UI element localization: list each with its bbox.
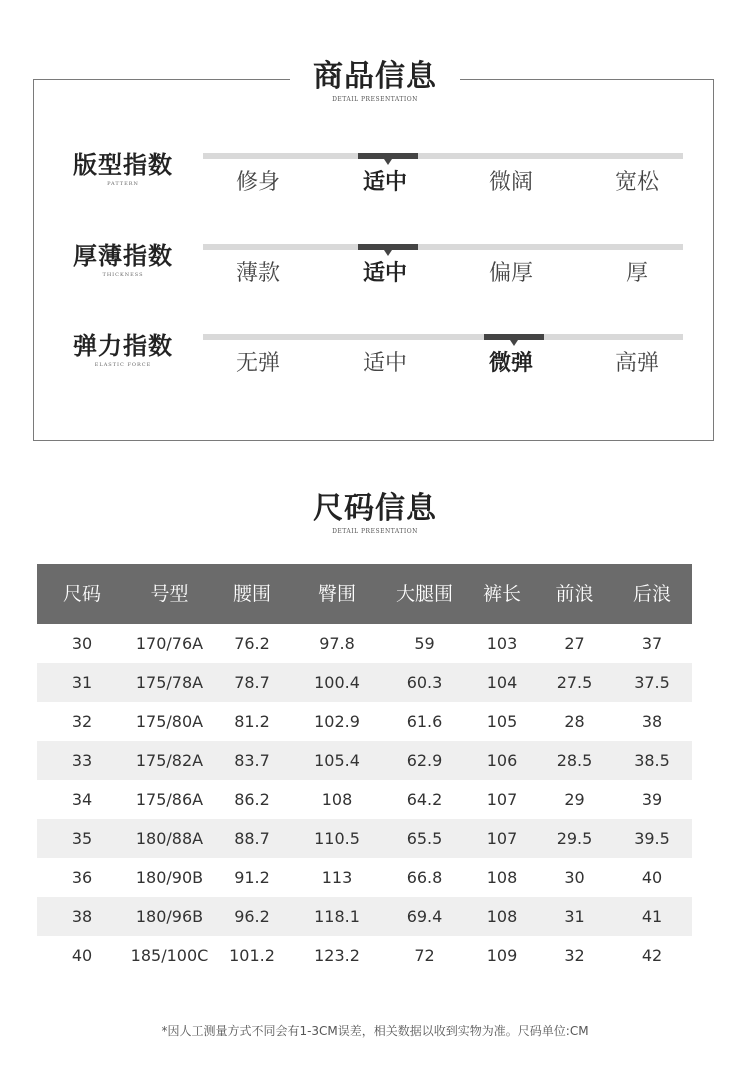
table-cell: 38 bbox=[71, 907, 93, 926]
table-cell: 61.6 bbox=[406, 712, 443, 731]
table-cell: 40 bbox=[71, 946, 93, 965]
table-cell: 59 bbox=[414, 634, 435, 653]
table-cell: 180/88A bbox=[135, 829, 204, 848]
index-option: 厚 bbox=[625, 261, 648, 286]
table-row bbox=[37, 819, 692, 858]
table-cell: 38 bbox=[641, 712, 663, 731]
table-cell: 66.8 bbox=[406, 868, 443, 887]
index-option: 薄款 bbox=[235, 261, 280, 286]
index-label-pattern bbox=[68, 150, 178, 188]
index-option: 微阔 bbox=[488, 170, 533, 195]
table-cell: 60.3 bbox=[406, 673, 443, 692]
table-row bbox=[37, 858, 692, 897]
table-cell: 81.2 bbox=[234, 712, 270, 731]
table-cell: 78.7 bbox=[234, 673, 270, 692]
column-header: 尺码 bbox=[62, 583, 101, 605]
product-info-subtitle: DETAIL PRESENTATION bbox=[332, 96, 418, 103]
index-indicator bbox=[358, 153, 418, 159]
size-info-title: 尺码信息 bbox=[313, 491, 437, 526]
table-cell: 100.4 bbox=[314, 673, 360, 692]
table-cell: 31 bbox=[71, 673, 93, 692]
table-cell: 96.2 bbox=[234, 907, 270, 926]
table-cell: 29 bbox=[564, 790, 585, 809]
index-row-elastic bbox=[0, 334, 750, 394]
table-cell: 38.5 bbox=[634, 751, 670, 770]
table-cell: 175/82A bbox=[135, 751, 204, 770]
table-row bbox=[37, 897, 692, 936]
table-cell: 103 bbox=[486, 634, 518, 653]
table-cell: 40 bbox=[641, 868, 663, 887]
product-info-title: 商品信息 bbox=[313, 59, 437, 94]
table-cell: 69.4 bbox=[406, 907, 443, 926]
table-cell: 72 bbox=[414, 946, 435, 965]
table-row bbox=[37, 780, 692, 819]
table-cell: 108 bbox=[486, 907, 518, 926]
index-indicator bbox=[358, 244, 418, 250]
column-header: 大腿围 bbox=[395, 583, 453, 605]
table-cell: 175/78A bbox=[135, 673, 204, 692]
size-info-subtitle: DETAIL PRESENTATION bbox=[332, 528, 418, 535]
table-cell: 105.4 bbox=[314, 751, 360, 770]
table-cell: 37 bbox=[641, 634, 663, 653]
table-cell: 106 bbox=[486, 751, 518, 770]
table-cell: 32 bbox=[564, 946, 585, 965]
table-cell: 39.5 bbox=[634, 829, 670, 848]
table-cell: 108 bbox=[486, 868, 518, 887]
footnote: *因人工测量方式不同会有1-3CM误差，相关数据以收到实物为准。尺码单位:CM bbox=[161, 1024, 589, 1038]
table-cell: 33 bbox=[71, 751, 93, 770]
index-label-elastic bbox=[68, 331, 178, 369]
index-option: 偏厚 bbox=[488, 261, 533, 286]
table-cell: 42 bbox=[641, 946, 663, 965]
table-row bbox=[37, 663, 692, 702]
index-track bbox=[203, 244, 683, 250]
index-label-text: 版型指数 bbox=[73, 151, 173, 179]
index-row-pattern bbox=[0, 153, 750, 213]
table-cell: 86.2 bbox=[234, 790, 270, 809]
index-track bbox=[203, 153, 683, 159]
table-row bbox=[37, 624, 692, 663]
table-cell: 170/76A bbox=[135, 634, 204, 653]
table-cell: 35 bbox=[71, 829, 93, 848]
table-cell: 27 bbox=[564, 634, 585, 653]
column-header: 后浪 bbox=[632, 583, 671, 605]
index-label-sub: PATTERN bbox=[107, 181, 139, 187]
index-option-selected: 适中 bbox=[362, 170, 407, 195]
table-row bbox=[37, 702, 692, 741]
index-label-sub: ELASTIC FORCE bbox=[94, 362, 152, 368]
table-cell: 30 bbox=[71, 634, 93, 653]
index-label-sub: THICKNESS bbox=[102, 272, 144, 278]
table-cell: 105 bbox=[486, 712, 518, 731]
table-cell: 31 bbox=[564, 907, 585, 926]
table-cell: 108 bbox=[321, 790, 353, 809]
table-cell: 113 bbox=[321, 868, 353, 887]
table-row bbox=[37, 936, 692, 975]
column-header: 前浪 bbox=[555, 583, 594, 605]
index-indicator bbox=[484, 334, 544, 340]
table-cell: 76.2 bbox=[234, 634, 270, 653]
index-option: 高弹 bbox=[614, 351, 659, 376]
table-cell: 36 bbox=[71, 868, 93, 887]
size-table bbox=[37, 564, 692, 975]
index-option: 宽松 bbox=[614, 170, 659, 195]
table-cell: 30 bbox=[564, 868, 585, 887]
table-cell: 102.9 bbox=[314, 712, 360, 731]
column-header: 裤长 bbox=[482, 583, 521, 605]
table-cell: 39 bbox=[641, 790, 663, 809]
table-cell: 88.7 bbox=[234, 829, 270, 848]
table-cell: 110.5 bbox=[314, 829, 360, 848]
index-track bbox=[203, 334, 683, 340]
table-cell: 118.1 bbox=[314, 907, 360, 926]
column-header: 腰围 bbox=[232, 583, 271, 605]
index-option-selected: 微弹 bbox=[488, 351, 533, 376]
table-cell: 180/90B bbox=[135, 868, 204, 887]
table-cell: 91.2 bbox=[234, 868, 270, 887]
size-table-header bbox=[37, 564, 692, 624]
index-option: 修身 bbox=[235, 170, 280, 195]
table-cell: 107 bbox=[486, 790, 518, 809]
table-cell: 27.5 bbox=[556, 673, 593, 692]
index-label-thickness bbox=[68, 241, 178, 279]
size-info-heading bbox=[250, 490, 500, 536]
table-cell: 83.7 bbox=[234, 751, 270, 770]
table-cell: 41 bbox=[641, 907, 663, 926]
table-cell: 64.2 bbox=[406, 790, 443, 809]
table-cell: 123.2 bbox=[314, 946, 360, 965]
table-row bbox=[37, 741, 692, 780]
table-cell: 37.5 bbox=[634, 673, 670, 692]
index-label-text: 厚薄指数 bbox=[73, 242, 173, 270]
table-cell: 109 bbox=[486, 946, 518, 965]
table-cell: 34 bbox=[71, 790, 93, 809]
table-cell: 175/80A bbox=[135, 712, 204, 731]
index-option-selected: 适中 bbox=[362, 261, 407, 286]
index-option: 无弹 bbox=[235, 351, 280, 376]
table-cell: 185/100C bbox=[130, 946, 209, 965]
product-info-heading bbox=[290, 58, 460, 108]
column-header: 号型 bbox=[150, 583, 189, 605]
table-cell: 28.5 bbox=[556, 751, 593, 770]
index-label-text: 弹力指数 bbox=[73, 332, 173, 360]
table-cell: 65.5 bbox=[406, 829, 443, 848]
column-header: 臀围 bbox=[317, 583, 356, 605]
table-cell: 29.5 bbox=[556, 829, 593, 848]
table-cell: 104 bbox=[486, 673, 518, 692]
table-cell: 107 bbox=[486, 829, 518, 848]
table-cell: 28 bbox=[564, 712, 585, 731]
table-cell: 32 bbox=[71, 712, 93, 731]
table-cell: 97.8 bbox=[319, 634, 355, 653]
table-cell: 62.9 bbox=[406, 751, 443, 770]
table-cell: 101.2 bbox=[229, 946, 275, 965]
index-option: 适中 bbox=[362, 351, 407, 376]
table-cell: 180/96B bbox=[135, 907, 204, 926]
size-table-body bbox=[37, 624, 692, 975]
table-cell: 175/86A bbox=[135, 790, 204, 809]
index-row-thickness bbox=[0, 244, 750, 304]
